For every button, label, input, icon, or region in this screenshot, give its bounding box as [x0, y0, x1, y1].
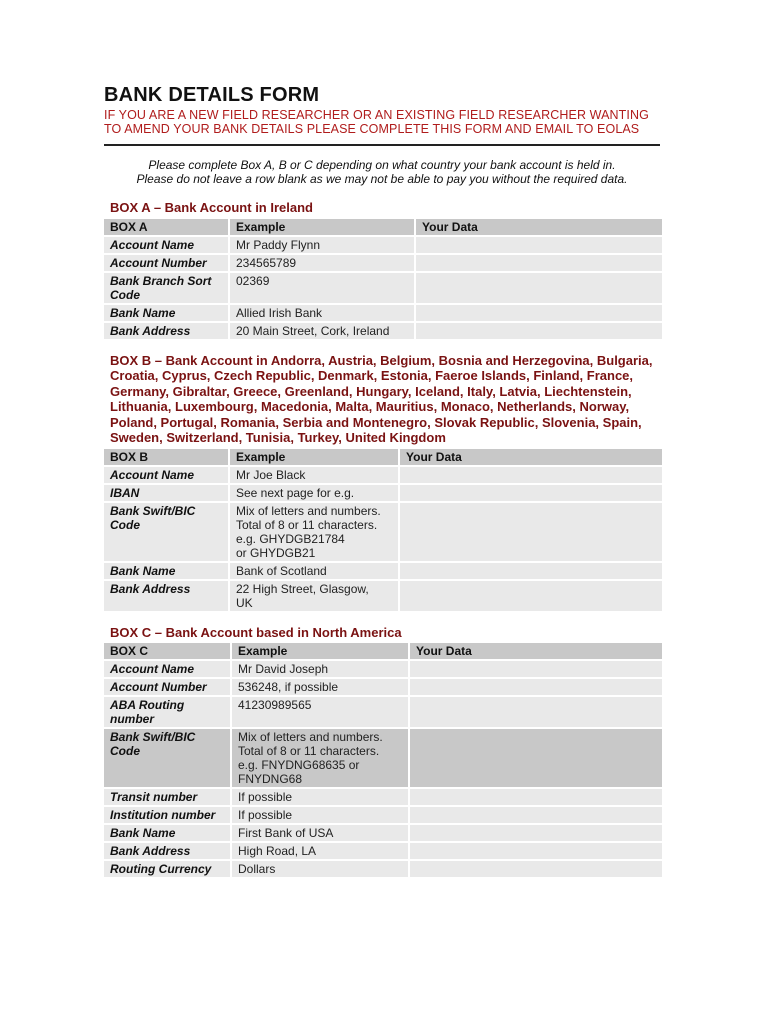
your-data-cell[interactable]: [410, 679, 662, 695]
your-data-cell[interactable]: [400, 467, 662, 483]
example-value: 41230989565: [232, 697, 408, 727]
row-label: Routing Currency: [104, 861, 230, 877]
row-label: ABA Routing number: [104, 697, 230, 727]
example-value: 20 Main Street, Cork, Ireland: [230, 323, 414, 339]
your-data-cell[interactable]: [416, 273, 662, 303]
your-data-cell[interactable]: [416, 255, 662, 271]
box-a-table: [102, 217, 664, 341]
example-value: [232, 729, 408, 787]
table-row: [104, 503, 662, 561]
table-row: [104, 789, 662, 805]
box-c-heading: BOX C – Bank Account based in North America: [110, 624, 402, 640]
row-label: Account Name: [104, 237, 228, 253]
column-header-box: BOX A: [104, 219, 228, 235]
example-line: FNYDNG68: [238, 772, 303, 786]
column-header-example: Example: [230, 449, 398, 465]
example-value: 234565789: [230, 255, 414, 271]
row-label: Account Number: [104, 679, 230, 695]
intro-text: [104, 158, 660, 186]
column-header-your-data: Your Data: [410, 643, 662, 659]
example-value: See next page for e.g.: [230, 485, 398, 501]
column-header-example: Example: [232, 643, 408, 659]
your-data-cell[interactable]: [410, 789, 662, 805]
row-label: Bank Name: [104, 563, 228, 579]
table-row: [104, 679, 662, 695]
example-value: High Road, LA: [232, 843, 408, 859]
row-label: Bank Address: [104, 581, 228, 611]
example-line: 22 High Street, Glasgow,: [236, 581, 369, 596]
box-b-table: [102, 447, 664, 613]
example-value: Bank of Scotland: [230, 563, 398, 579]
row-label: Bank Branch Sort Code: [104, 273, 228, 303]
intro-line-1: Please complete Box A, B or C depending on what country your bank account is held in.: [148, 158, 616, 172]
your-data-cell[interactable]: [410, 729, 662, 787]
row-label: Bank Swift/BIC Code: [104, 503, 228, 561]
example-value: 536248, if possible: [232, 679, 408, 695]
box-a-heading: BOX A – Bank Account in Ireland: [110, 200, 313, 215]
row-label: Transit number: [104, 789, 230, 805]
example-value: Dollars: [232, 861, 408, 877]
table-row: [104, 825, 662, 841]
your-data-cell[interactable]: [416, 237, 662, 253]
example-value: [230, 503, 398, 561]
table-row: [104, 273, 662, 303]
example-line: e.g. FNYDNG68635 or: [238, 758, 360, 772]
example-line: Total of 8 or 11 characters.: [238, 744, 380, 758]
row-label: Bank Name: [104, 305, 228, 321]
your-data-cell[interactable]: [410, 807, 662, 823]
bank-details-form: [104, 84, 660, 891]
your-data-cell[interactable]: [400, 503, 662, 561]
column-header-box: BOX B: [104, 449, 228, 465]
table-row: [104, 697, 662, 727]
table-row: [104, 581, 662, 611]
column-header-your-data: Your Data: [416, 219, 662, 235]
table-row: [104, 807, 662, 823]
example-line: e.g. GHYDGB21784: [236, 531, 345, 546]
row-label: IBAN: [104, 485, 228, 501]
example-value: [230, 581, 398, 611]
row-label: Bank Address: [104, 323, 228, 339]
your-data-cell[interactable]: [410, 843, 662, 859]
example-line: or GHYDGB21: [236, 545, 316, 560]
row-label: Bank Swift/BIC Code: [104, 729, 230, 787]
table-row: [104, 661, 662, 677]
table-row: [104, 861, 662, 877]
example-value: Allied Irish Bank: [230, 305, 414, 321]
example-line: Mix of letters and numbers.: [236, 503, 381, 518]
table-row: [104, 563, 662, 579]
table-row: [104, 467, 662, 483]
your-data-cell[interactable]: [410, 661, 662, 677]
your-data-cell[interactable]: [410, 861, 662, 877]
row-label: Account Name: [104, 661, 230, 677]
row-label: Account Number: [104, 255, 228, 271]
your-data-cell[interactable]: [400, 581, 662, 611]
example-line: UK: [236, 595, 253, 610]
table-row: [104, 255, 662, 271]
your-data-cell[interactable]: [400, 563, 662, 579]
row-label: Bank Name: [104, 825, 230, 841]
example-value: If possible: [232, 807, 408, 823]
row-label: Institution number: [104, 807, 230, 823]
table-row: [104, 305, 662, 321]
example-value: First Bank of USA: [232, 825, 408, 841]
table-row: [104, 237, 662, 253]
column-header-your-data: Your Data: [400, 449, 662, 465]
table-row: [104, 485, 662, 501]
example-value: Mr Joe Black: [230, 467, 398, 483]
row-label: Bank Address: [104, 843, 230, 859]
column-header-box: BOX C: [104, 643, 230, 659]
your-data-cell[interactable]: [410, 825, 662, 841]
example-value: Mr Paddy Flynn: [230, 237, 414, 253]
intro-line-2: Please do not leave a row blank as we may not be able to pay you without the required data.: [136, 172, 628, 186]
page-title: BANK DETAILS FORM: [104, 84, 320, 106]
example-value: If possible: [232, 789, 408, 805]
table-row: [104, 323, 662, 339]
box-b-heading: BOX B – Bank Account in Andorra, Austria, Belgium, Bosnia and Herzegovina, Bulgaria, Croatia, Cyprus, Czech Republic, Denmark, Estonia, Faeroe Islands, Finland, France, Germany, Gibraltar, Greece, Greenland, Hungary, Iceland, Italy, Latvia, Liechtenstein, Lithuania, Luxembourg, Macedonia, Malta, Mauritius, Monaco, Netherlands, Norway, Poland, Portugal, Romania, Serbia and Montenegro, Slovak Republic, Slovenia, Spain, Sweden, Switzerland, Tunisia, Turkey, United Kingdom: [110, 352, 653, 445]
box-c-table: [102, 641, 664, 879]
your-data-cell[interactable]: [400, 485, 662, 501]
your-data-cell[interactable]: [410, 697, 662, 727]
table-row: [104, 729, 662, 787]
row-label: Account Name: [104, 467, 228, 483]
your-data-cell[interactable]: [416, 305, 662, 321]
example-line: Mix of letters and numbers.: [238, 730, 383, 744]
example-value: Mr David Joseph: [232, 661, 408, 677]
divider: [104, 144, 660, 146]
table-row: [104, 843, 662, 859]
your-data-cell[interactable]: [416, 323, 662, 339]
column-header-example: Example: [230, 219, 414, 235]
example-line: Total of 8 or 11 characters.: [236, 517, 378, 532]
example-value: 02369: [230, 273, 414, 303]
form-instructions: IF YOU ARE A NEW FIELD RESEARCHER OR AN EXISTING FIELD RESEARCHER WANTING TO AMEND YOUR BANK DETAILS PLEASE COMPLETE THIS FORM AND EMAIL TO EOLAS: [104, 108, 649, 136]
